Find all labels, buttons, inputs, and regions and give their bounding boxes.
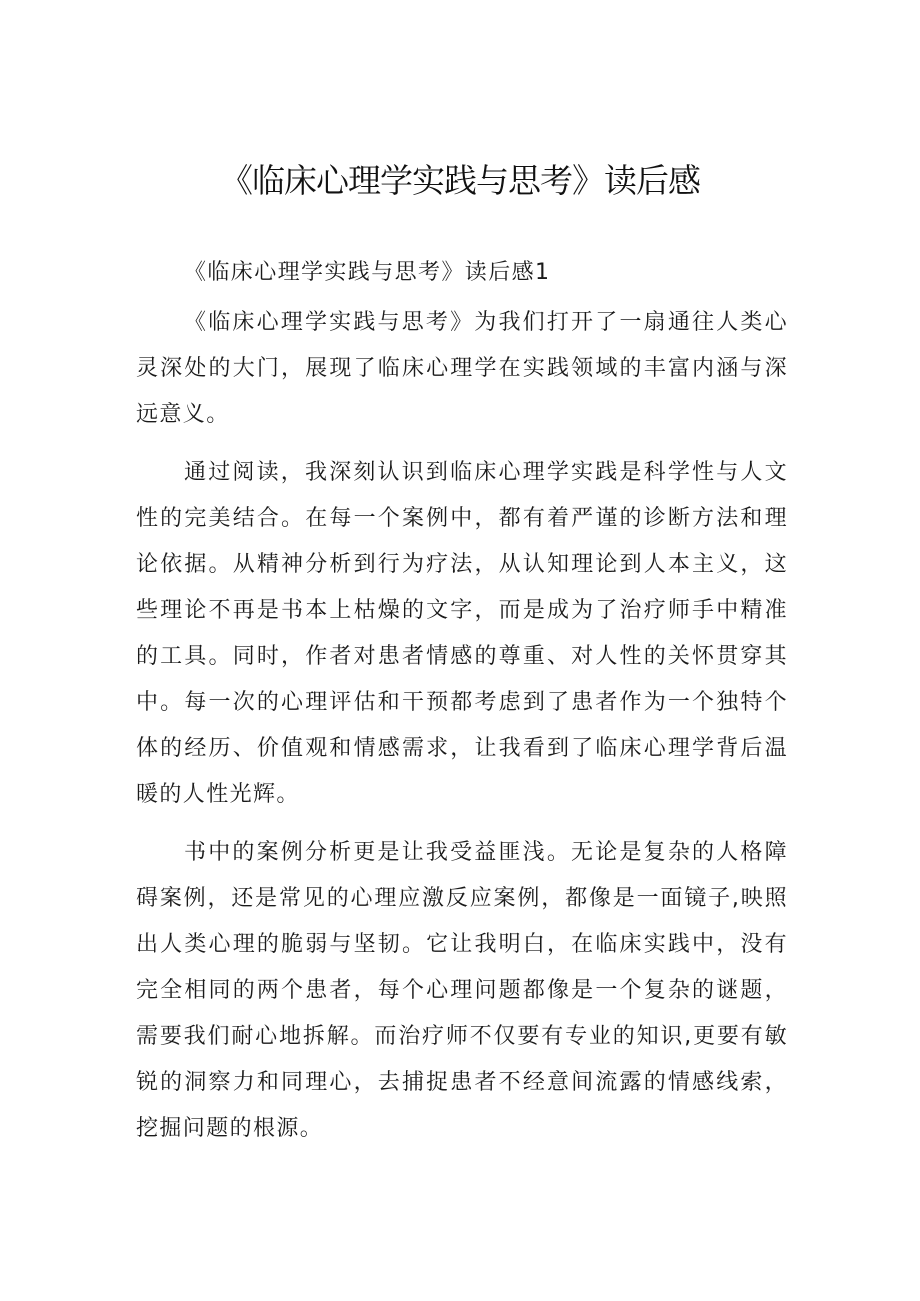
paragraph-3: 书中的案例分析更是让我受益匪浅。无论是复杂的人格障碍案例，还是常见的心理应激反应案例，都像是一面镜子,映照出人类心理的脆弱与坚韧。它让我明白，在临床实践中，没有完全相同的两个患者，每个心理问题都像是一个复杂的谜题，需要我们耐心地拆解。而治疗师不仅要有专业的知识,更要有敏锐的洞察力和同理心，去捕捉患者不经意间流露的情感线索，挖掘问题的根源。 — [136, 840, 788, 1141]
document-body — [136, 250, 788, 1152]
paragraph-1: 《临床心理学实践与思考》为我们打开了一扇通往人类心灵深处的大门，展现了临床心理学在实践领域的丰富内涵与深远意义。 — [136, 310, 788, 427]
paragraph-2: 通过阅读，我深刻认识到临床心理学实践是科学性与人文性的完美结合。在每一个案例中，都有着严谨的诊断方法和理论依据。从精神分析到行为疗法，从认知理论到人本主义，这些理论不再是书本上枯燥的文字，而是成为了治疗师手中精准的工具。同时，作者对患者情感的尊重、对人性的关怀贯穿其中。每一次的心理评估和干预都考虑到了患者作为一个独特个体的经历、价值观和情感需求，让我看到了临床心理学背后温暖的人性光辉。 — [136, 460, 788, 807]
document-title: 《临床心理学实践与思考》读后感 — [220, 161, 700, 200]
section-subtitle: 《临床心理学实践与思考》读后感1 — [184, 260, 551, 285]
